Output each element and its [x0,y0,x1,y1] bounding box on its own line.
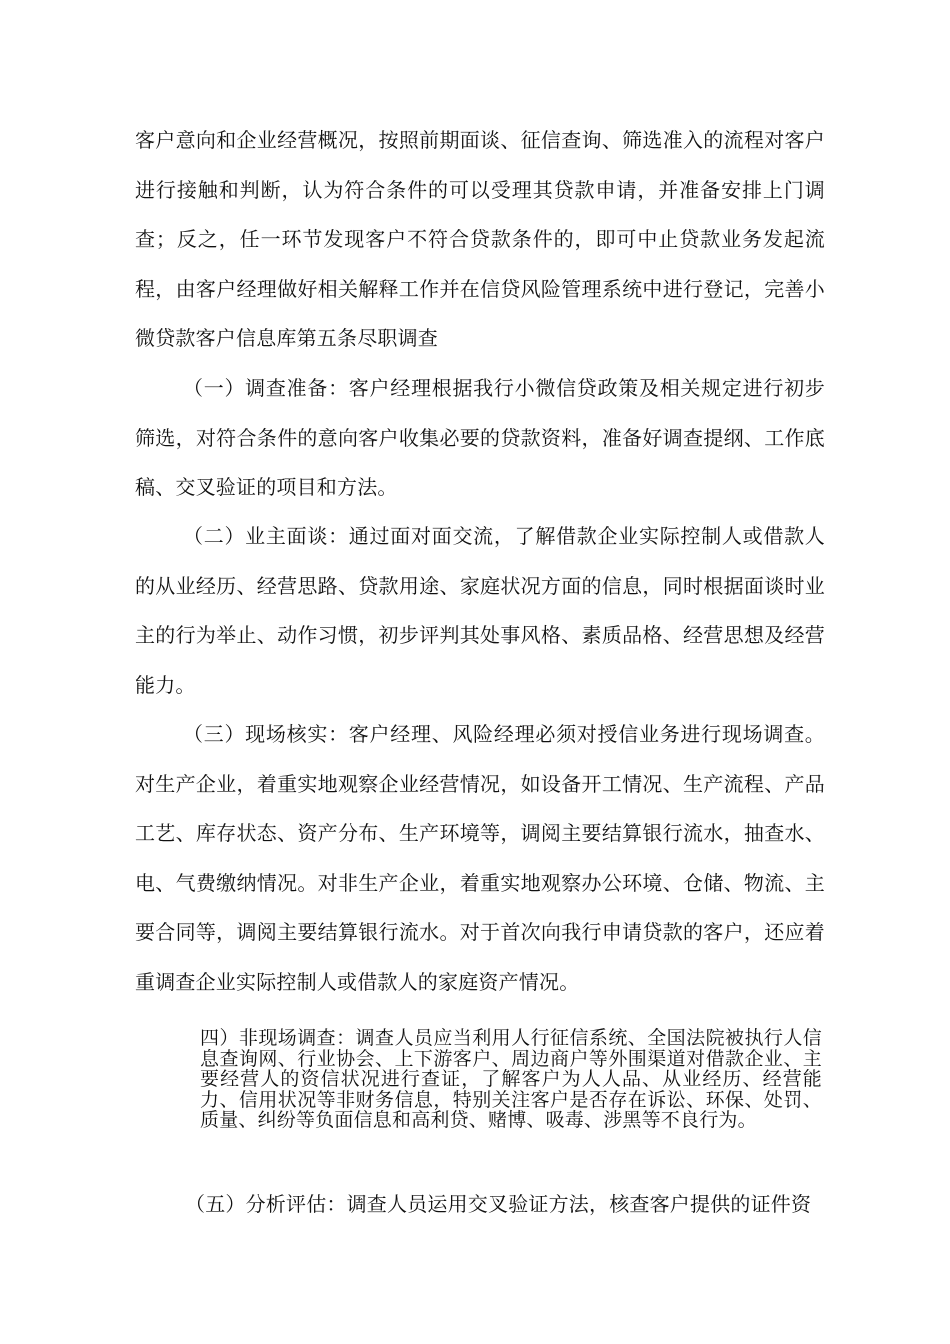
paragraph-investigation-preparation: （一）调查准备：客户经理根据我行小微信贷政策及相关规定进行初步筛选，对符合条件的意向客户收集必要的贷款资料，准备好调查提纲、工作底稿、交叉验证的项目和方法。 [135,376,825,499]
paragraph-customer-screening: 客户意向和企业经营概况，按照前期面谈、征信查询、筛选准入的流程对客户进行接触和判断，认为符合条件的可以受理其贷款申请，并准备安排上门调查；反之，任一环节发现客户不符合贷款条件的，即可中止贷款业务发起流程，由客户经理做好相关解释工作并在信贷风险管理系统中进行登记，完善小微贷款客户信息库第五条尽职调查 [135,128,825,350]
paragraph-onsite-verification: （三）现场核实：客户经理、风险经理必须对授信业务进行现场调查。对生产企业，着重实地观察企业经营情况，如设备开工情况、生产流程、产品工艺、库存状态、资产分布、生产环境等，调阅主要结算银行流水，抽查水、电、气费缴纳情况。对非生产企业，着重实地观察办公环境、仓储、物流、主要合同等，调阅主要结算银行流水。对于首次向我行申请贷款的客户，还应着重调查企业实际控制人或借款人的家庭资产情况。 [135,722,825,994]
paragraph-offsite-investigation: 四）非现场调查：调查人员应当利用人行征信系统、全国法院被执行人信息查询网、行业协会、上下游客户、周边商户等外围渠道对借款企业、主要经营人的资信状况进行查证，了解客户为人人品、从业经历、经营能力、信用状况等非财务信息，特别关注客户是否存在诉讼、环保、处罚、质量、纠纷等负面信息和高利贷、赌博、吸毒、涉黑等不良行为。 [200,1027,822,1132]
paragraph-owner-interview: （二）业主面谈：通过面对面交流，了解借款企业实际控制人或借款人的从业经历、经营思路、贷款用途、家庭状况方面的信息，同时根据面谈时业主的行为举止、动作习惯，初步评判其处事风格、素质品格、经营思想及经营能力。 [135,524,825,697]
paragraph-analysis-evaluation: （五）分析评估：调查人员运用交叉验证方法，核查客户提供的证件资 [185,1192,812,1216]
